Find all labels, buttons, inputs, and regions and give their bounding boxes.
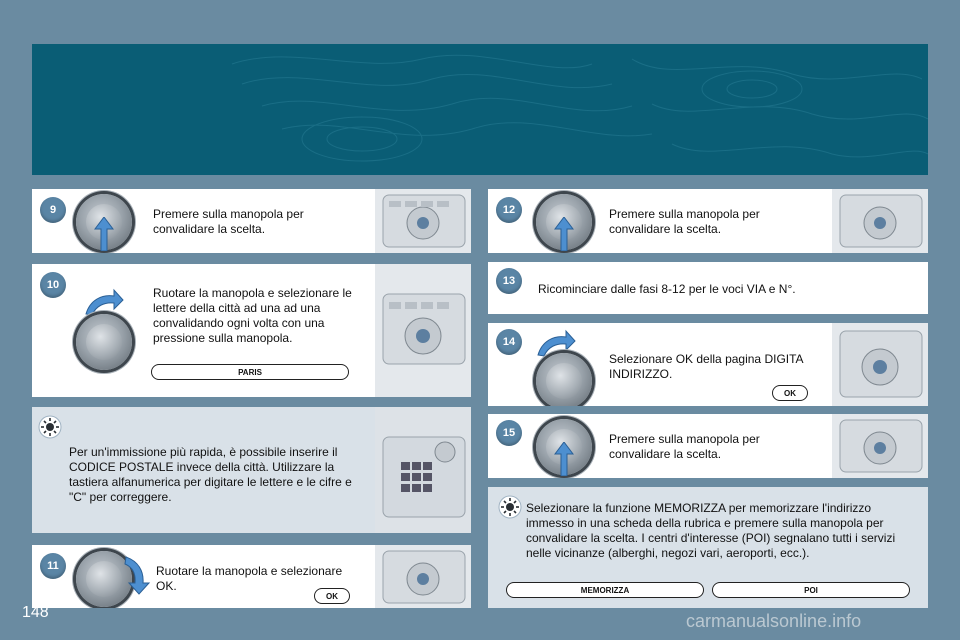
header-banner [32, 44, 928, 175]
press-arrow-icon [554, 217, 574, 251]
step-number-badge: 14 [496, 329, 522, 355]
rotary-knob [76, 314, 132, 370]
device-photo [832, 414, 928, 478]
step-11-card [32, 545, 471, 608]
step-13-text: Ricominciare dalle fasi 8-12 per le voci VIA e N°. [538, 282, 796, 296]
device-photo [375, 189, 471, 253]
watermark: carmanualsonline.info [686, 611, 862, 631]
step-number-badge: 15 [496, 420, 522, 446]
device-photo [375, 545, 471, 608]
step-15-card [488, 414, 928, 478]
device-photo [832, 189, 928, 253]
rotary-knob [536, 353, 592, 406]
lightbulb-icon [36, 413, 64, 441]
step-12-card [488, 189, 928, 253]
page-number: 148 [22, 604, 49, 621]
tip-text: Per un'immissione più rapida, è possibile inserire il CODICE POSTALE invece della città. Utilizzare la tastiera alfanumerica per digitare le lettere e le cifre e "C" per correggere. [69, 445, 352, 504]
step-14-card [488, 323, 928, 406]
topographic-pattern [32, 44, 928, 175]
ok-button[interactable]: OK [314, 588, 350, 604]
step-number-badge: 12 [496, 197, 522, 223]
step-number-badge: 13 [496, 268, 522, 294]
lightbulb-icon [496, 493, 524, 521]
step-9-text: Premere sulla manopola per convalidare la scelta. [153, 207, 304, 236]
step-14-text: Selezionare OK della pagina DIGITA INDIRIZZO. [609, 352, 803, 381]
step-10-card [32, 264, 471, 397]
step-9-card [32, 189, 471, 253]
memorizza-button[interactable]: MEMORIZZA [506, 582, 704, 598]
step-number-badge: 9 [40, 197, 66, 223]
tip-card-postal-code [32, 407, 471, 533]
press-arrow-icon [554, 442, 574, 476]
step-12-text: Premere sulla manopola per convalidare la scelta. [609, 207, 760, 236]
device-photo [375, 264, 471, 397]
poi-button[interactable]: POI [712, 582, 910, 598]
rotate-arrow-icon [84, 288, 124, 316]
step-15-text: Premere sulla manopola per convalidare la scelta. [609, 432, 760, 461]
tip-text: Selezionare la funzione MEMORIZZA per memorizzare l'indirizzo immesso in una scheda della rubrica e premere sulla manopola per convalidare la scelta. I centri d'interesse (POI) segnalano tutti i servizi nelle vicinanze (alberghi, negozi vari, aeroporti, ecc.). [526, 501, 896, 560]
paris-button[interactable]: PARIS [151, 364, 349, 380]
keypad-photo [375, 407, 471, 533]
step-11-text: Ruotare la manopola e selezionare OK. [156, 564, 343, 593]
press-arrow-icon [94, 217, 114, 251]
step-number-badge: 11 [40, 553, 66, 579]
tip-card-memorizza [488, 487, 928, 608]
device-photo [832, 323, 928, 406]
step-10-text: Ruotare la manopola e selezionare le lettere della città ad una ad una convalidando ogni volta con una pressione sulla manopola. [153, 286, 352, 345]
ok-button[interactable]: OK [772, 385, 808, 401]
step-13-card [488, 262, 928, 314]
step-number-badge: 10 [40, 272, 66, 298]
rotate-arrow-icon [124, 555, 152, 595]
